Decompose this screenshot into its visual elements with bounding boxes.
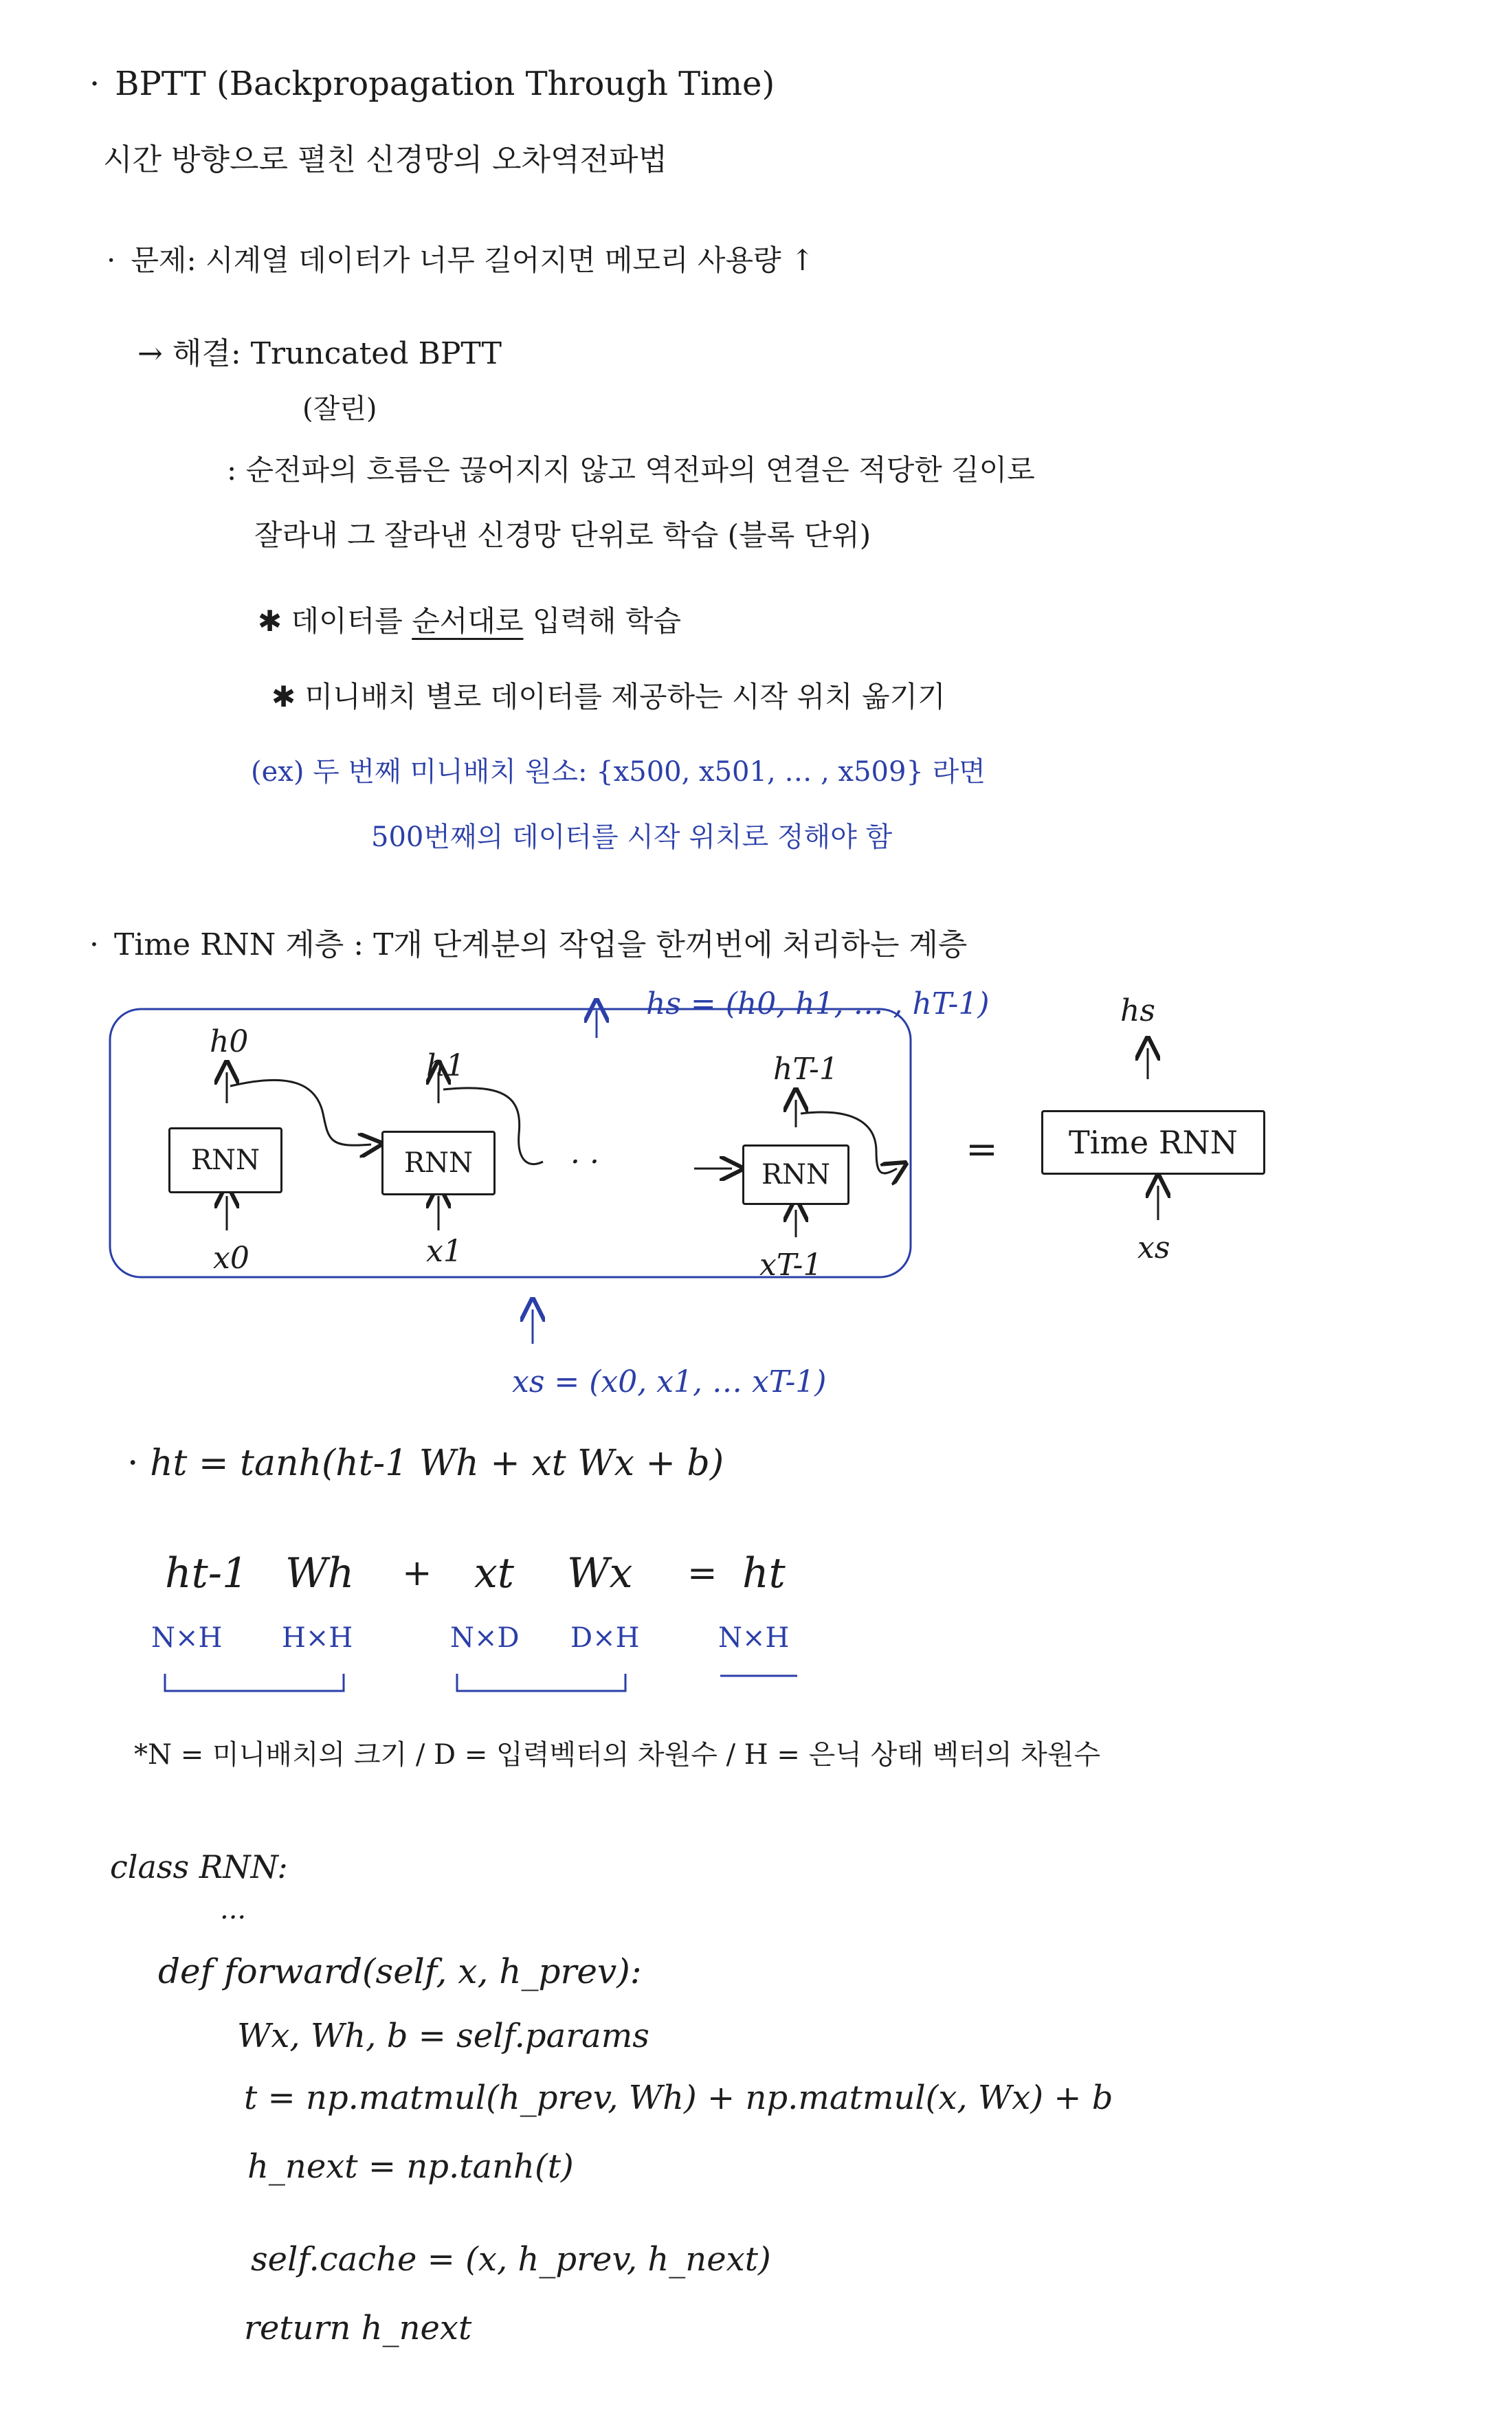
equals-sign: = xyxy=(966,1127,998,1172)
formula-eq xyxy=(127,1443,724,1485)
star-icon: ✱ xyxy=(258,604,291,638)
rnn-cell-last: RNN xyxy=(742,1144,849,1205)
dim-1: N×H xyxy=(151,1622,223,1654)
formula-note: *N = 미니배치의 크기 / D = 입력벡터의 차원수 / H = 은닉 상태 벡터의 차원수 xyxy=(134,1739,1101,1771)
bullet-icon: · xyxy=(107,243,116,277)
xs-in-label: xs xyxy=(1137,1230,1170,1265)
code-line-2: ... xyxy=(220,1894,247,1925)
code-line-7: self.cache = (x, h_prev, h_next) xyxy=(251,2240,771,2279)
note1-underlined: 순서대로 xyxy=(412,604,524,638)
problem-text: 문제: 시계열 데이터가 너무 길어지면 메모리 사용량 ↑ xyxy=(131,243,815,277)
code-line-1: class RNN: xyxy=(110,1848,288,1885)
code-line-3: def forward(self, x, h_prev): xyxy=(158,1951,642,1991)
hs-out-label: hs xyxy=(1120,993,1155,1028)
rnn-cell-1: RNN xyxy=(381,1131,496,1195)
code-line-4: Wx, Wh, b = self.params xyxy=(237,2017,649,2055)
formula-term-6: = xyxy=(687,1553,718,1594)
note1-suffix: 입력해 학습 xyxy=(532,604,682,638)
note1-prefix: 데이터를 xyxy=(291,604,403,638)
xt-1-label: xT-1 xyxy=(759,1248,823,1283)
formula-term-5: Wx xyxy=(567,1549,633,1597)
solution-text: 해결: Truncated BPTT xyxy=(172,336,502,371)
bptt-title-text: BPTT (Backpropagation Through Time) xyxy=(115,65,775,103)
formula-term-7: ht xyxy=(742,1549,786,1597)
h0-label: h0 xyxy=(210,1024,249,1059)
code-line-5: t = np.matmul(h_prev, Wh) + np.matmul(x, Wx) + b xyxy=(244,2079,1113,2117)
xs-label: xs = (x0, x1, … xT-1) xyxy=(512,1364,827,1399)
star-icon: ✱ xyxy=(271,680,305,713)
h1-label: h1 xyxy=(426,1048,465,1083)
ht-1-label: hT-1 xyxy=(773,1052,838,1087)
rnn-cell-0: RNN xyxy=(168,1127,282,1193)
code-line-8: return h_next xyxy=(244,2309,472,2347)
hs-label: hs = (h0, h1, … , hT-1) xyxy=(646,986,990,1021)
bullet-icon: · xyxy=(127,1443,139,1484)
bptt-example-2: 500번째의 데이터를 시작 위치로 정해야 함 xyxy=(371,821,893,853)
x1-label: x1 xyxy=(426,1234,463,1269)
note2-text: 미니배치 별로 데이터를 제공하는 시작 위치 옮기기 xyxy=(304,680,946,713)
bptt-solution-sub: (잘린) xyxy=(302,393,377,425)
time-rnn-title-text: Time RNN 계층 : T개 단계분의 작업을 한꺼번에 처리하는 계층 xyxy=(114,927,968,962)
dim-5: N×H xyxy=(718,1622,790,1654)
formula-term-2: Wh xyxy=(285,1549,355,1597)
x0-label: x0 xyxy=(213,1241,249,1276)
dim-4: D×H xyxy=(570,1622,640,1654)
bullet-icon: · xyxy=(89,927,99,962)
dim-brackets xyxy=(0,1636,1512,1718)
arrow-right-icon: → xyxy=(137,336,173,371)
bptt-expl-2: 잘라내 그 잘라낸 신경망 단위로 학습 (블록 단위) xyxy=(254,518,871,552)
time-rnn-box: Time RNN xyxy=(1041,1110,1265,1175)
formula-term-1: ht-1 xyxy=(165,1549,249,1597)
bptt-example-1: (ex) 두 번째 미니배치 원소: {x500, x501, … , x509} 라면 xyxy=(251,756,986,788)
dim-3: N×D xyxy=(450,1622,520,1654)
dim-2: H×H xyxy=(282,1622,353,1654)
bptt-expl-1: : 순전파의 흐름은 끊어지지 않고 역전파의 연결은 적당한 길이로 xyxy=(227,453,1035,487)
code-line-6: h_next = np.tanh(t) xyxy=(247,2147,574,2186)
formula-text: ht = tanh(ht-1 Wh + xt Wx + b) xyxy=(150,1443,724,1484)
bptt-desc: 시간 방향으로 펼친 신경망의 오차역전파법 xyxy=(103,142,668,177)
bullet-icon: · xyxy=(89,65,100,103)
formula-term-4: xt xyxy=(474,1549,514,1597)
formula-term-3: + xyxy=(402,1553,432,1594)
ellipsis: · · xyxy=(570,1144,599,1180)
